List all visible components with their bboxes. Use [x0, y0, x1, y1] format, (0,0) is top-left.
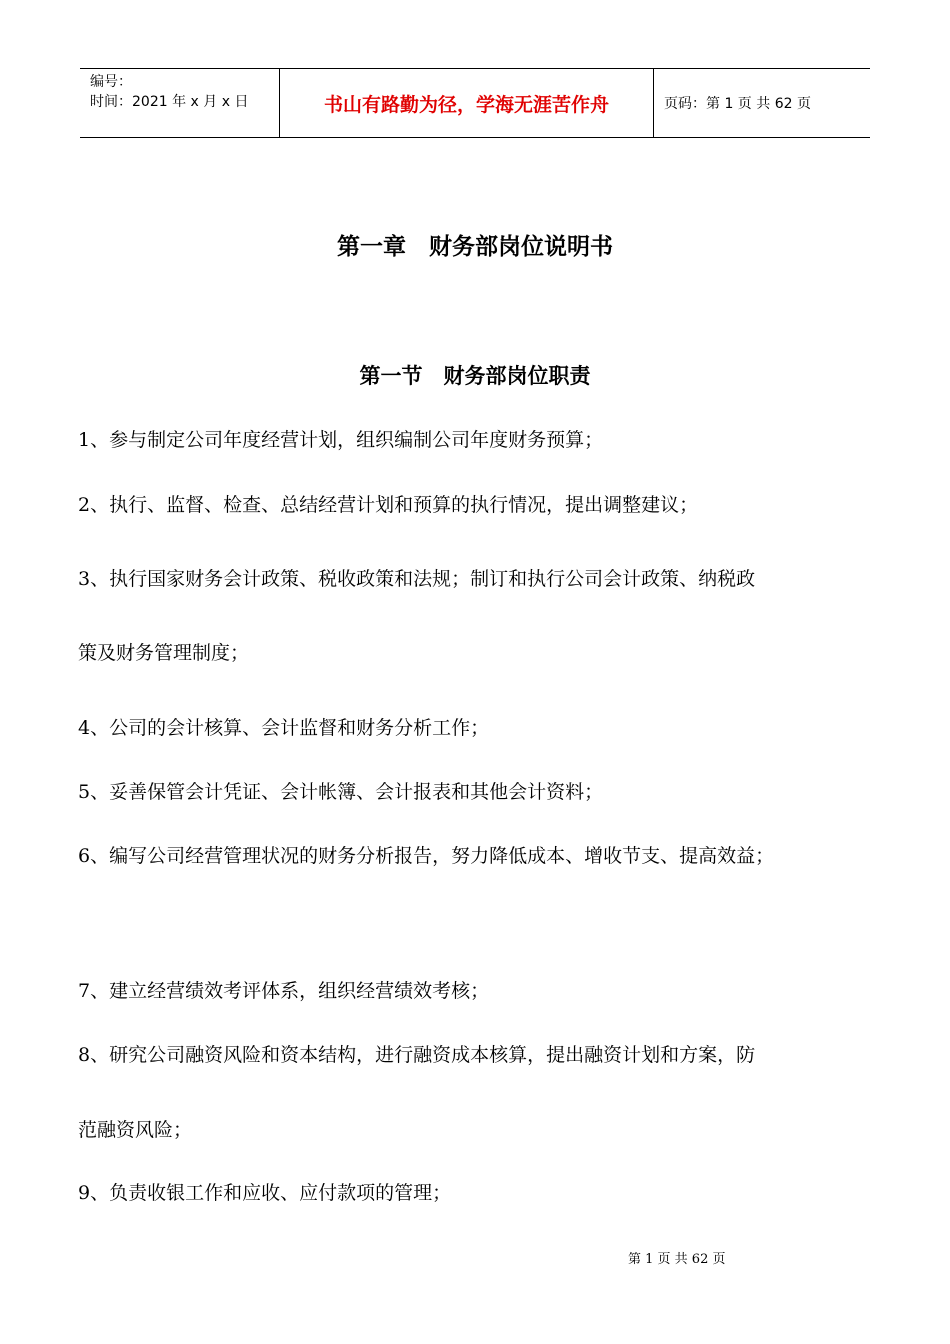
page-footer: 第 1 页 共 62 页 — [628, 1252, 726, 1267]
chapter-title: 第一章 财务部岗位说明书 — [337, 233, 613, 260]
header-page-info: 页码：第 1 页 共 62 页 — [664, 96, 811, 112]
duty-item-3-cont: 策及财务管理制度； — [78, 642, 250, 664]
duty-item-3: 3、执行国家财务会计政策、税收政策和法规；制订和执行公司会计政策、纳税政 — [78, 568, 756, 590]
duty-item-4: 4、公司的会计核算、会计监督和财务分析工作； — [78, 717, 490, 739]
duty-item-8: 8、研究公司融资风险和资本结构，进行融资成本核算，提出融资计划和方案，防 — [78, 1044, 756, 1066]
duty-item-2: 2、执行、监督、检查、总结经营计划和预算的执行情况，提出调整建议； — [78, 494, 699, 516]
document-number-label: 编号： — [90, 74, 132, 90]
duty-item-8-cont: 范融资风险； — [78, 1119, 193, 1141]
header-motto: 书山有路勤为径，学海无涯苦作舟 — [280, 69, 654, 137]
page-header — [80, 68, 870, 138]
header-info-cell — [80, 69, 280, 137]
duty-item-9: 9、负责收银工作和应收、应付款项的管理； — [78, 1182, 452, 1204]
document-time-label: 时间：2021 年 x 月 x 日 — [90, 94, 249, 110]
duty-item-5: 5、妥善保管会计凭证、会计帐簿、会计报表和其他会计资料； — [78, 781, 604, 803]
duty-item-7: 7、建立经营绩效考评体系，组织经营绩效考核； — [78, 980, 490, 1002]
duty-item-6: 6、编写公司经营管理状况的财务分析报告，努力降低成本、增收节支、提高效益； — [78, 845, 775, 867]
section-title: 第一节 财务部岗位职责 — [359, 363, 591, 388]
duty-item-1: 1、参与制定公司年度经营计划，组织编制公司年度财务预算； — [78, 429, 604, 451]
